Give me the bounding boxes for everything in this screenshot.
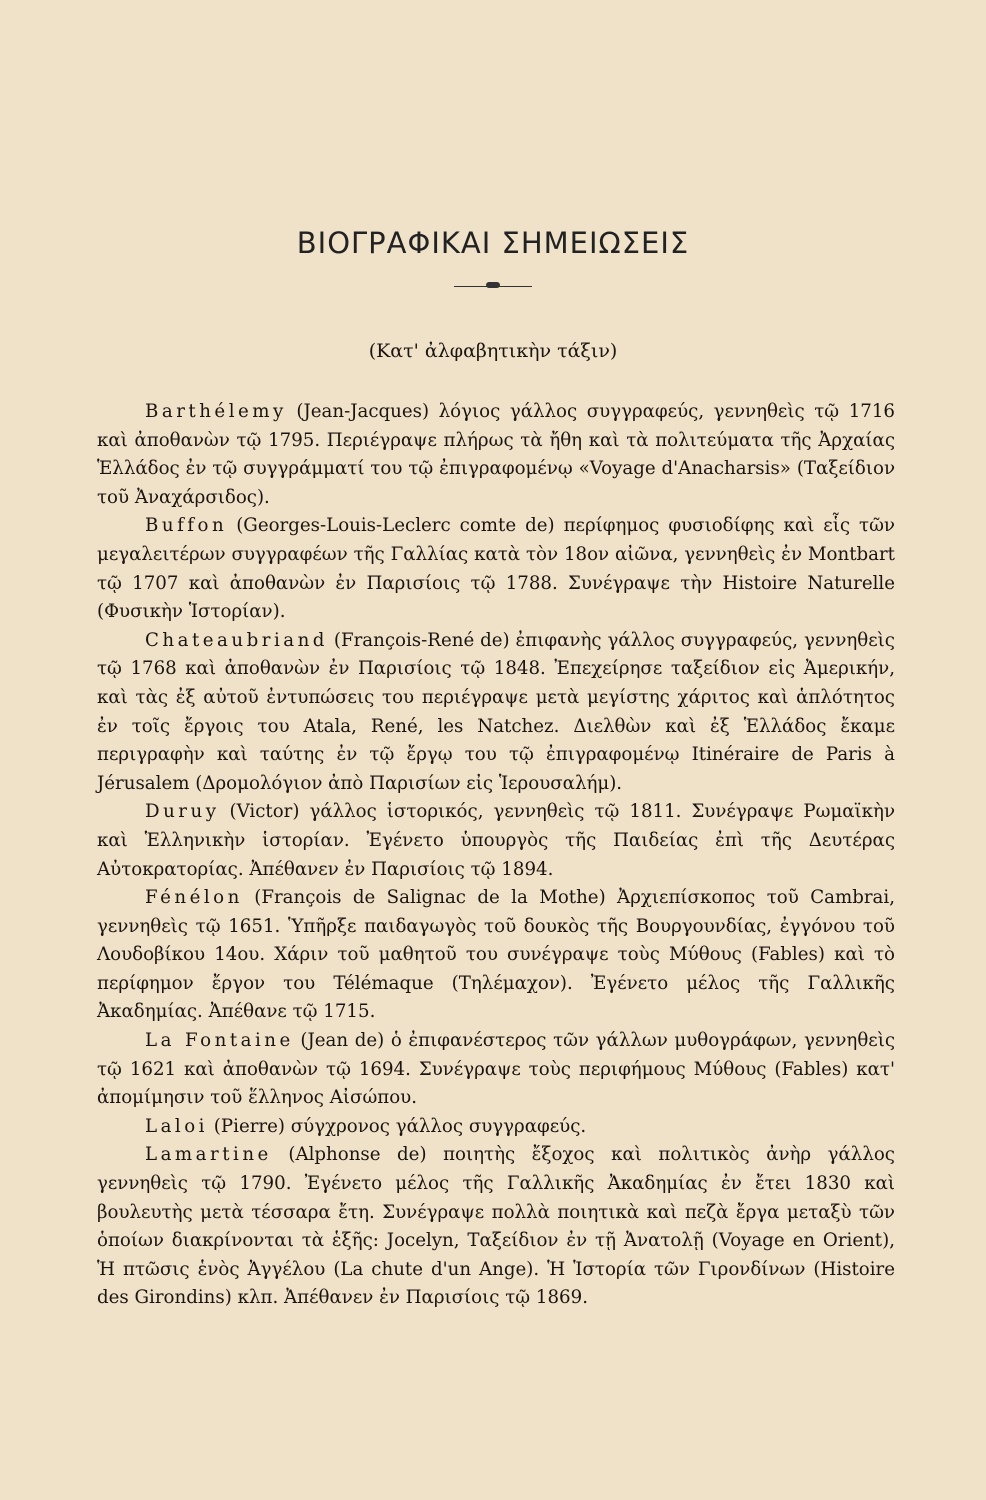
entry-text: (Alphonse de) ποιητὴς ἔξοχος καὶ πολιτικὸς ἀνὴρ γάλλος γεννηθεὶς τῷ 1790. Ἐγένετο μέλος τῆς Γαλλικῆς Ἀκαδημίας ἐν ἔτει 1830 καὶ βουλευτὴς μετὰ τέσσαρα ἔτη. Συνέγραψε πολλὰ ποιητικὰ καὶ πεζὰ ἔργα μεταξὺ τῶν ὁποίων διακρίνονται τὰ ἑξῆς: Jocelyn, Ταξείδιον ἐν τῇ Ἀνατολῇ (Voyage en Orient), Ἡ πτῶσις ἑνὸς Ἀγγέλου (La chute d'un Ange). Ἡ Ἱστορία τῶν Γιρονδίνων (Histoire des Girondins) κλπ. Ἀπέθανεν ἐν Παρισίοις τῷ 1869. bbox=[97, 1144, 895, 1309]
entry-name: Buffon bbox=[145, 515, 228, 537]
entries-list bbox=[97, 398, 895, 1313]
entry-fenelon bbox=[97, 884, 895, 1027]
entry-name: Duruy bbox=[145, 801, 220, 823]
entry-text: (Jean de) ὁ ἐπιφανέστερος τῶν γάλλων μυθογράφων, γεννηθεὶς τῷ 1621 καὶ ἀποθανὼν τῷ 1694. Συνέγραψε τοὺς περιφήμους Μύθους (Fables) κατ' ἀπομίμησιν τοῦ ἕλληνος Αἰσώπου. bbox=[97, 1030, 896, 1109]
entry-name: Lamartine bbox=[145, 1144, 272, 1166]
page-title: ΒΙΟΓΡΑΦΙΚΑΙ ΣΗΜΕΙΩΣΕΙΣ bbox=[296, 226, 690, 260]
entry-text: (François-René de) ἐπιφανὴς γάλλος συγγραφεύς, γεννηθεὶς τῷ 1768 καὶ ἀποθανὼν ἐν Παρισίοις τῷ 1848. Ἐπεχείρησε ταξείδιον εἰς Ἀμερικήν, καὶ τὰς ἐξ αὐτοῦ ἐντυπώσεις του περιέγραψε μετὰ μεγίστης χάριτος καὶ ἁπλότητος ἐν τοῖς ἔργοις του Atala, René, les Natchez. Διελθὼν καὶ ἐξ Ἑλλάδος ἔκαμε περιγραφὴν καὶ ταύτης ἐν τῷ ἔργῳ του τῷ ἐπιγραφομένῳ Itinéraire de Paris à Jérusalem (Δρομολόγιον ἀπὸ Παρισίων εἰς Ἱερουσαλήμ). bbox=[97, 629, 895, 794]
entry-text: (Jean-Jacques) λόγιος γάλλος συγγραφεύς, γεννηθεὶς τῷ 1716 καὶ ἀποθανὼν τῷ 1795. Περιέγραψε πλήρως τὰ ἤθη καὶ τὰ πολιτεύματα τῆς Ἀρχαίας Ἑλλάδος ἐν τῷ συγγράμματί του τῷ ἐπιγραφομένῳ «Voyage d'Anacharsis» (Ταξείδιον τοῦ Ἀναχάρσιδος). bbox=[97, 401, 895, 508]
entry-name: Fénélon bbox=[145, 887, 243, 909]
entry-name: Laloi bbox=[145, 1115, 209, 1137]
entry-laloi bbox=[97, 1113, 895, 1142]
entry-text: (Pierre) σύγχρονος γάλλος συγγραφεύς. bbox=[208, 1115, 587, 1137]
entry-duruy bbox=[97, 798, 895, 884]
entry-name: La Fontaine bbox=[145, 1030, 294, 1052]
entry-name: Chateaubriand bbox=[145, 629, 328, 651]
entry-name: Barthélemy bbox=[145, 401, 287, 422]
entry-chateaubriand bbox=[97, 627, 895, 799]
page-subtitle: (Κατ' ἀλφαβητικὴν τάξιν) bbox=[368, 340, 618, 362]
entry-text: (François de Salignac de la Mothe) Ἀρχιεπίσκοπος τοῦ Cambrai, γεννηθεὶς τῷ 1651. Ὑπῆρξε παιδαγωγὸς τοῦ δουκὸς τῆς Βουργουνδίας, ἐγγόνου τοῦ Λουδοβίκου 14ου. Χάριν τοῦ μαθητοῦ του συνέγραψε τοὺς Μύθους (Fables) καὶ τὸ περίφημον ἔργον του Télémaque (Τηλέμαχον). Ἐγένετο μέλος τῆς Γαλλικῆς Ἀκαδημίας. Ἀπέθανε τῷ 1715. bbox=[97, 887, 895, 1023]
entry-buffon bbox=[97, 512, 895, 626]
entry-la-fontaine bbox=[97, 1027, 895, 1113]
entry-text: (Georges-Louis-Leclerc comte de) περίφημος φυσιοδίφης καὶ εἷς τῶν μεγαλειτέρων συγγραφέων τῆς Γαλλίας κατὰ τὸν 18ον αἰῶνα, γεννηθεὶς ἐν Montbart τῷ 1707 καὶ ἀποθανὼν ἐν Παρισίοις τῷ 1788. Συνέγραψε τὴν Histoire Naturelle (Φυσικὴν Ἱστορίαν). bbox=[97, 515, 895, 623]
entry-lamartine bbox=[97, 1141, 895, 1313]
entry-barthelemy bbox=[97, 398, 895, 512]
entry-text: (Victor) γάλλος ἱστορικός, γεννηθεὶς τῷ 1811. Συνέγραψε Ρωμαϊκὴν καὶ Ἑλληνικὴν ἱστορίαν. Ἐγένετο ὑπουργὸς τῆς Παιδείας ἐπὶ τῆς Δευτέρας Αὐτοκρατορίας. Ἀπέθανεν ἐν Παρισίοις τῷ 1894. bbox=[97, 801, 895, 880]
title-divider-ornament bbox=[486, 282, 500, 288]
